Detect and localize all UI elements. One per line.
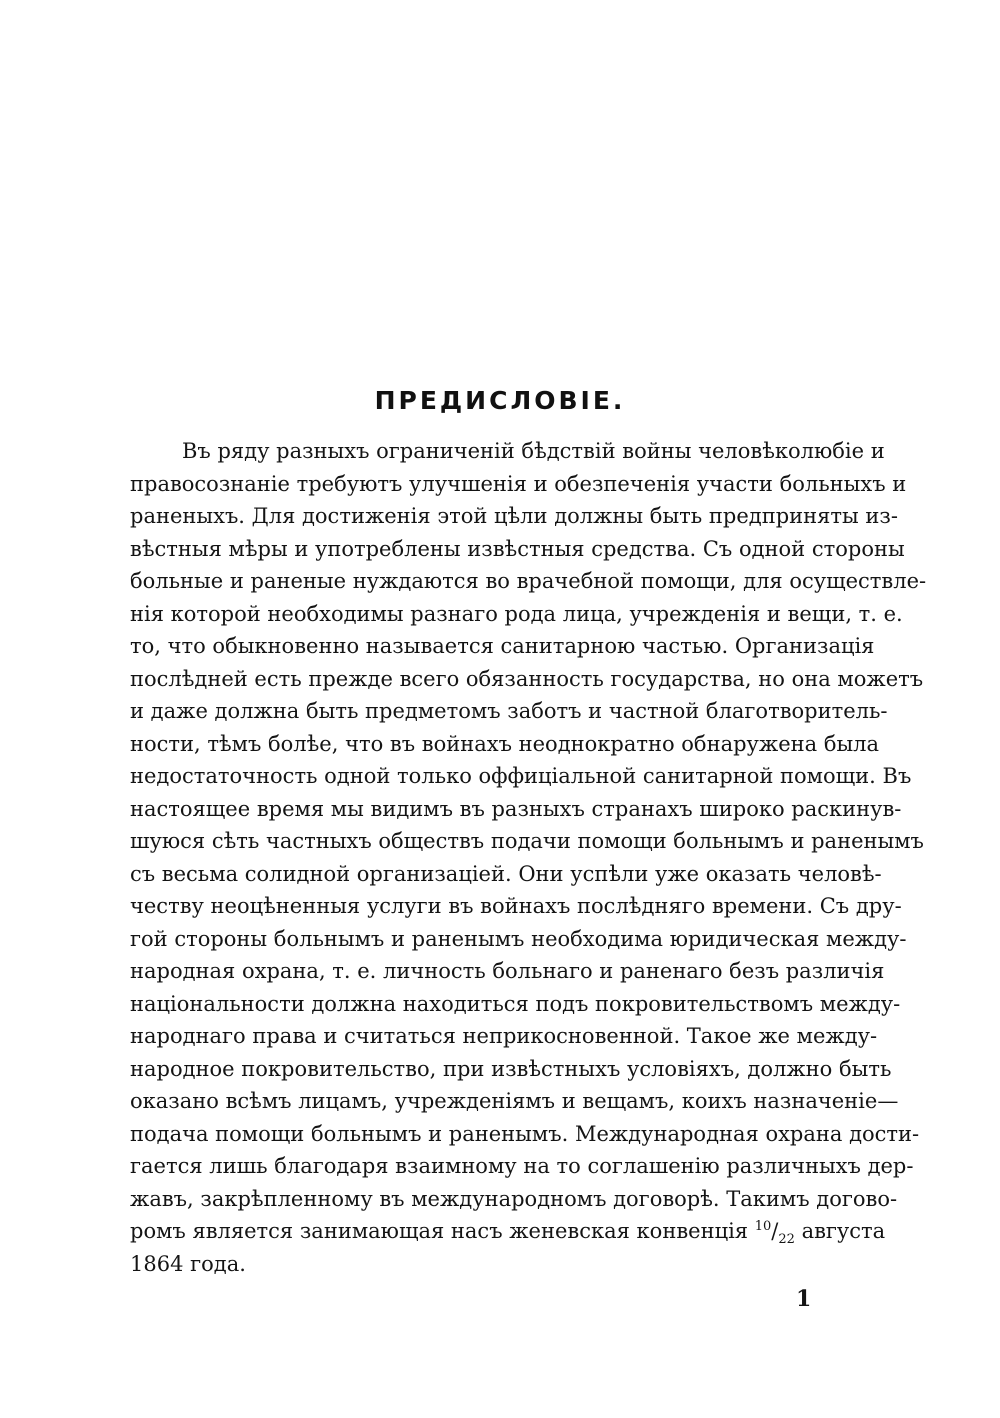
text-line: вѣстныя мѣры и употреблены извѣстныя средства. Съ одной стороны	[130, 536, 905, 561]
line-text-after-date: августа	[794, 1219, 886, 1243]
text-line: больные и раненые нуждаются во врачебной помощи, для осуществле-	[130, 569, 927, 593]
text-line: Въ ряду разныхъ ограниченій бѣдствій войны человѣколюбіе и	[182, 439, 885, 463]
text-line: съ весьма солидной организаціей. Они успѣли уже оказать человѣ-	[130, 861, 882, 886]
text-line: ности, тѣмъ болѣе, что въ войнахъ неоднократно обнаружена была	[130, 731, 880, 756]
text-line: народная охрана, т. е. личность больнаго и раненаго безъ различія	[130, 959, 885, 983]
date-fraction-denominator: 22	[778, 1232, 795, 1248]
page-number: 1	[796, 1286, 812, 1312]
text-line: оказано всѣмъ лицамъ, учрежденіямъ и вещамъ, коихъ назначеніе—	[130, 1089, 899, 1113]
text-line: шуюся сѣть частныхъ обществъ подачи помощи больнымъ и раненымъ	[130, 829, 924, 853]
text-line: послѣдней есть прежде всего обязанность государства, но она можетъ	[130, 666, 924, 691]
text-line: правосознаніе требуютъ улучшенія и обезпеченія участи больныхъ и	[130, 471, 907, 496]
text-line: недостаточность одной только оффиціальной санитарной помощи. Въ	[130, 764, 912, 788]
text-line: гается лишь благодаря взаимному на то соглашенію различныхъ дер-	[130, 1154, 914, 1178]
text-line: гой стороны больнымъ и раненымъ необходима юридическая между-	[130, 926, 907, 951]
text-line: народное покровительство, при извѣстныхъ условіяхъ, должно быть	[130, 1056, 892, 1081]
text-line: національности должна находиться подъ покровительствомъ между-	[130, 991, 901, 1016]
page-title: ПРЕДИСЛОВІЕ.	[374, 386, 626, 415]
text-line: раненыхъ. Для достиженія этой цѣли должны быть предприняты из-	[130, 504, 898, 528]
date-fraction-separator: /	[771, 1219, 779, 1243]
body-paragraph	[130, 435, 927, 1280]
text-line: и даже должна быть предметомъ заботъ и частной благотворитель-	[130, 699, 888, 723]
text-line-final: 1864 года.	[130, 1251, 246, 1276]
text-line-with-date	[130, 1215, 886, 1248]
line-text-before-date: ромъ является занимающая насъ женевская конвенція	[130, 1219, 755, 1243]
date-fraction-numerator: 10	[754, 1219, 772, 1234]
text-line: подача помощи больнымъ и раненымъ. Международная охрана дости-	[130, 1121, 920, 1146]
text-line: жавъ, закрѣпленному въ международномъ договорѣ. Такимъ догово-	[130, 1186, 898, 1211]
text-line: народнаго права и считаться неприкосновенной. Такое же между-	[130, 1024, 878, 1048]
text-line: то, что обыкновенно называется санитарною частью. Организація	[130, 634, 875, 658]
text-line: честву неоцѣненныя услуги въ войнахъ послѣдняго времени. Съ дру-	[130, 894, 902, 918]
text-line: настоящее время мы видимъ въ разныхъ странахъ широко раскинув-	[130, 796, 902, 821]
text-line: нія которой необходимы разнаго рода лица, учрежденія и вещи, т. е.	[130, 601, 903, 626]
